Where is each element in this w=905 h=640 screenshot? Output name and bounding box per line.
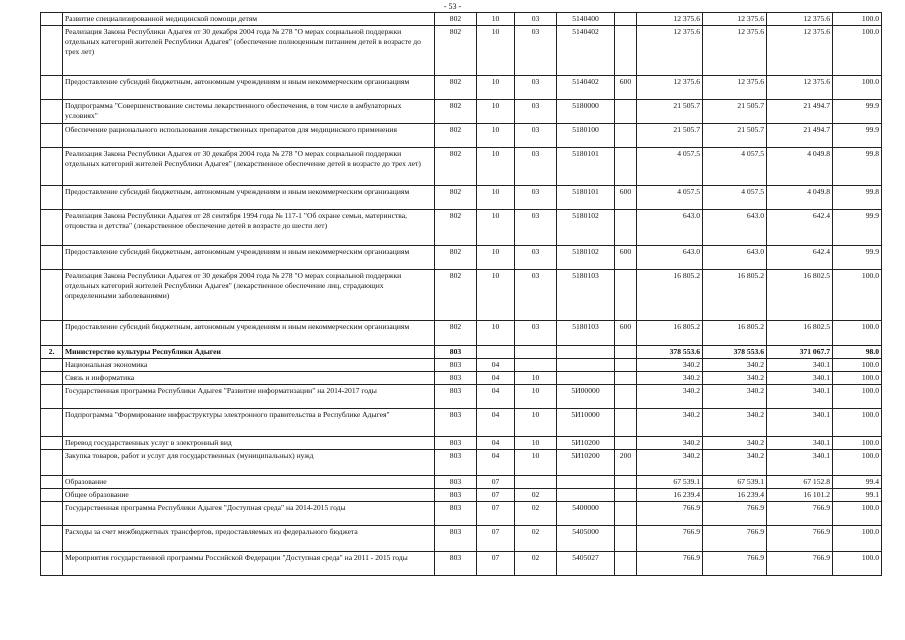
plan-amount: 12 375.6 (637, 76, 703, 100)
table-row (41, 476, 882, 489)
section-code: 10 (477, 270, 515, 321)
table-row (41, 321, 882, 346)
row-name: Министерство культуры Республики Адыгеи (63, 346, 435, 359)
department-code: 802 (435, 100, 477, 124)
executed-amount: 766.9 (767, 526, 833, 552)
approved-amount: 766.9 (703, 502, 767, 526)
row-name: Подпрограмма "Формирование инфраструктуры электронного правительства в Республике Адыгея" (63, 409, 435, 437)
executed-amount: 340.1 (767, 437, 833, 450)
table-row (41, 270, 882, 321)
row-name: Подпрограмма "Совершенствование системы лекарственного обеспечения, в том числе в амбулаторных условиях" (63, 100, 435, 124)
execution-percent: 100.0 (833, 385, 882, 409)
approved-amount: 340.2 (703, 450, 767, 476)
section-code: 04 (477, 437, 515, 450)
executed-amount: 4 049.8 (767, 148, 833, 186)
execution-percent: 100.0 (833, 450, 882, 476)
subsection-code: 03 (515, 148, 557, 186)
executed-amount: 340.1 (767, 409, 833, 437)
section-code: 07 (477, 502, 515, 526)
subsection-code: 02 (515, 502, 557, 526)
target-article-code: 5180102 (557, 246, 615, 270)
execution-percent: 100.0 (833, 270, 882, 321)
subsection-code: 03 (515, 321, 557, 346)
executed-amount: 16 802.5 (767, 270, 833, 321)
table-row (41, 346, 882, 359)
plan-amount: 340.2 (637, 409, 703, 437)
department-code: 802 (435, 148, 477, 186)
executed-amount: 12 375.6 (767, 26, 833, 76)
execution-percent: 100.0 (833, 552, 882, 576)
department-code: 802 (435, 186, 477, 210)
department-code: 802 (435, 13, 477, 26)
table-row (41, 552, 882, 576)
executed-amount: 340.1 (767, 450, 833, 476)
target-article-code: 5И00000 (557, 385, 615, 409)
expense-type-code (615, 372, 637, 385)
table-row (41, 489, 882, 502)
subsection-code: 03 (515, 76, 557, 100)
row-number (41, 489, 63, 502)
expense-type-code (615, 437, 637, 450)
expense-type-code: 600 (615, 246, 637, 270)
subsection-code: 10 (515, 385, 557, 409)
row-name: Перевод государственных услуг в электронный вид (63, 437, 435, 450)
department-code: 803 (435, 450, 477, 476)
subsection-code: 03 (515, 26, 557, 76)
execution-percent: 100.0 (833, 502, 882, 526)
execution-percent: 100.0 (833, 359, 882, 372)
section-code: 10 (477, 321, 515, 346)
department-code: 803 (435, 346, 477, 359)
expense-type-code (615, 476, 637, 489)
expense-type-code (615, 409, 637, 437)
execution-percent: 99.4 (833, 476, 882, 489)
expense-type-code (615, 489, 637, 502)
row-name: Реализация Закона Республики Адыгея от 30 декабря 2004 года № 278 "О мерах социальной поддержки отдельных категорий жителей Республики Адыгея" (лекарственное обеспечение детей в возрасте до трех лет) (63, 148, 435, 186)
section-code: 04 (477, 450, 515, 476)
expense-type-code (615, 552, 637, 576)
approved-amount: 340.2 (703, 437, 767, 450)
plan-amount: 21 505.7 (637, 100, 703, 124)
executed-amount: 642.4 (767, 210, 833, 246)
table-row (41, 450, 882, 476)
target-article-code: 5180100 (557, 124, 615, 148)
expense-type-code (615, 148, 637, 186)
approved-amount: 12 375.6 (703, 76, 767, 100)
expense-type-code: 200 (615, 450, 637, 476)
execution-percent: 99.9 (833, 100, 882, 124)
expense-type-code (615, 124, 637, 148)
approved-amount: 340.2 (703, 409, 767, 437)
row-number (41, 552, 63, 576)
table-row (41, 359, 882, 372)
approved-amount: 21 505.7 (703, 124, 767, 148)
plan-amount: 16 239.4 (637, 489, 703, 502)
target-article-code (557, 476, 615, 489)
row-name: Мероприятия государственной программы Российской Федерации "Доступная среда" на 2011 - 2015 годы (63, 552, 435, 576)
target-article-code: 5180000 (557, 100, 615, 124)
approved-amount: 16 239.4 (703, 489, 767, 502)
subsection-code: 10 (515, 437, 557, 450)
execution-percent: 98.0 (833, 346, 882, 359)
row-number (41, 372, 63, 385)
executed-amount: 67 152.8 (767, 476, 833, 489)
executed-amount: 340.1 (767, 359, 833, 372)
department-code: 803 (435, 476, 477, 489)
execution-percent: 100.0 (833, 409, 882, 437)
expense-type-code (615, 359, 637, 372)
row-number (41, 100, 63, 124)
plan-amount: 16 805.2 (637, 270, 703, 321)
department-code: 803 (435, 489, 477, 502)
approved-amount: 340.2 (703, 372, 767, 385)
execution-percent: 99.8 (833, 186, 882, 210)
department-code: 803 (435, 359, 477, 372)
row-number (41, 13, 63, 26)
target-article-code (557, 346, 615, 359)
table-row (41, 210, 882, 246)
section-code: 07 (477, 552, 515, 576)
target-article-code: 5405000 (557, 526, 615, 552)
subsection-code: 02 (515, 489, 557, 502)
row-name: Государственная программа Республики Адыгея "Доступная среда" на 2014-2015 годы (63, 502, 435, 526)
approved-amount: 340.2 (703, 359, 767, 372)
budget-table-body (41, 13, 882, 576)
execution-percent: 100.0 (833, 372, 882, 385)
expense-type-code (615, 210, 637, 246)
approved-amount: 766.9 (703, 526, 767, 552)
executed-amount: 16 101.2 (767, 489, 833, 502)
plan-amount: 340.2 (637, 372, 703, 385)
section-code: 10 (477, 26, 515, 76)
row-name: Предоставление субсидий бюджетным, автономным учреждениям и иным некоммерческим организациям (63, 321, 435, 346)
plan-amount: 340.2 (637, 359, 703, 372)
plan-amount: 766.9 (637, 526, 703, 552)
expense-type-code: 600 (615, 76, 637, 100)
execution-percent: 100.0 (833, 437, 882, 450)
department-code: 802 (435, 321, 477, 346)
execution-percent: 99.8 (833, 148, 882, 186)
approved-amount: 67 539.1 (703, 476, 767, 489)
target-article-code: 5180101 (557, 148, 615, 186)
subsection-code: 10 (515, 450, 557, 476)
row-name: Расходы за счет межбюджетных трансфертов, предоставляемых из федерального бюджета (63, 526, 435, 552)
table-row (41, 100, 882, 124)
subsection-code: 02 (515, 552, 557, 576)
target-article-code: 5И10200 (557, 437, 615, 450)
executed-amount: 340.1 (767, 385, 833, 409)
execution-percent: 99.9 (833, 246, 882, 270)
department-code: 803 (435, 552, 477, 576)
row-number (41, 321, 63, 346)
approved-amount: 16 805.2 (703, 321, 767, 346)
section-code: 10 (477, 124, 515, 148)
target-article-code: 5180103 (557, 270, 615, 321)
section-code: 10 (477, 13, 515, 26)
section-code: 10 (477, 210, 515, 246)
approved-amount: 12 375.6 (703, 26, 767, 76)
row-number (41, 26, 63, 76)
row-name: Предоставление субсидий бюджетным, автономным учреждениям и иным некоммерческим организациям (63, 246, 435, 270)
executed-amount: 766.9 (767, 502, 833, 526)
target-article-code (557, 359, 615, 372)
row-number (41, 76, 63, 100)
row-number (41, 437, 63, 450)
expense-type-code (615, 346, 637, 359)
row-name: Реализация Закона Республики Адыгея от 30 декабря 2004 года № 278 "О мерах социальной поддержки отдельных категорий жителей Республики Адыгея" (обеспечение полноценным питанием детей в возрасте до трех лет) (63, 26, 435, 76)
plan-amount: 67 539.1 (637, 476, 703, 489)
executed-amount: 340.1 (767, 372, 833, 385)
row-name: Предоставление субсидий бюджетным, автономным учреждениям и иным некоммерческим организациям (63, 76, 435, 100)
executed-amount: 12 375.6 (767, 76, 833, 100)
department-code: 802 (435, 210, 477, 246)
approved-amount: 4 057.5 (703, 148, 767, 186)
executed-amount: 766.9 (767, 552, 833, 576)
execution-percent: 100.0 (833, 76, 882, 100)
row-number: 2. (41, 346, 63, 359)
department-code: 802 (435, 124, 477, 148)
expense-type-code (615, 13, 637, 26)
approved-amount: 643.0 (703, 246, 767, 270)
department-code: 803 (435, 409, 477, 437)
approved-amount: 12 375.6 (703, 13, 767, 26)
expense-type-code: 600 (615, 186, 637, 210)
target-article-code: 5140402 (557, 76, 615, 100)
row-number (41, 148, 63, 186)
target-article-code: 5180103 (557, 321, 615, 346)
target-article-code: 5И10000 (557, 409, 615, 437)
section-code: 04 (477, 359, 515, 372)
row-name: Связь и информатика (63, 372, 435, 385)
row-name: Реализация Закона Республики Адыгея от 28 сентября 1994 года № 117-1 "Об охране семьи, материнства, отцовства и детства" (лекарственное обеспечение детей в возрасте до шести лет) (63, 210, 435, 246)
executed-amount: 371 067.7 (767, 346, 833, 359)
subsection-code: 03 (515, 186, 557, 210)
plan-amount: 12 375.6 (637, 26, 703, 76)
table-row (41, 186, 882, 210)
subsection-code: 10 (515, 372, 557, 385)
plan-amount: 766.9 (637, 502, 703, 526)
subsection-code: 03 (515, 246, 557, 270)
expense-type-code (615, 26, 637, 76)
subsection-code (515, 346, 557, 359)
execution-percent: 100.0 (833, 321, 882, 346)
executed-amount: 12 375.6 (767, 13, 833, 26)
target-article-code: 5180102 (557, 210, 615, 246)
row-name: Обеспечение рационального использования лекарственных препаратов для медицинского применения (63, 124, 435, 148)
row-number (41, 270, 63, 321)
department-code: 803 (435, 502, 477, 526)
subsection-code: 03 (515, 210, 557, 246)
section-code: 07 (477, 526, 515, 552)
row-number (41, 186, 63, 210)
approved-amount: 378 553.6 (703, 346, 767, 359)
row-number (41, 246, 63, 270)
plan-amount: 643.0 (637, 210, 703, 246)
table-row (41, 409, 882, 437)
row-name: Предоставление субсидий бюджетным, автономным учреждениям и иным некоммерческим организациям (63, 186, 435, 210)
plan-amount: 21 505.7 (637, 124, 703, 148)
executed-amount: 21 494.7 (767, 124, 833, 148)
row-number (41, 385, 63, 409)
expense-type-code (615, 100, 637, 124)
department-code: 803 (435, 385, 477, 409)
execution-percent: 100.0 (833, 13, 882, 26)
plan-amount: 4 057.5 (637, 186, 703, 210)
section-code: 10 (477, 76, 515, 100)
plan-amount: 340.2 (637, 450, 703, 476)
section-code: 10 (477, 246, 515, 270)
row-name: Реализация Закона Республики Адыгея от 30 декабря 2004 года № 278 "О мерах социальной поддержки отдельных категорий жителей Республики Адыгея" (лекарственное обеспечение лиц, страдающих определенными заболеваниями) (63, 270, 435, 321)
table-row (41, 124, 882, 148)
executed-amount: 4 049.8 (767, 186, 833, 210)
subsection-code: 03 (515, 100, 557, 124)
plan-amount: 643.0 (637, 246, 703, 270)
table-row (41, 372, 882, 385)
expense-type-code (615, 270, 637, 321)
target-article-code: 5180101 (557, 186, 615, 210)
section-code: 04 (477, 372, 515, 385)
target-article-code (557, 372, 615, 385)
subsection-code (515, 359, 557, 372)
approved-amount: 21 505.7 (703, 100, 767, 124)
target-article-code: 5405027 (557, 552, 615, 576)
department-code: 803 (435, 437, 477, 450)
subsection-code: 03 (515, 270, 557, 321)
subsection-code: 02 (515, 526, 557, 552)
row-number (41, 409, 63, 437)
row-name: Общее образование (63, 489, 435, 502)
section-code (477, 346, 515, 359)
department-code: 802 (435, 26, 477, 76)
subsection-code: 03 (515, 124, 557, 148)
department-code: 802 (435, 246, 477, 270)
row-name: Государственная программа Республики Адыгея "Развитие информатизации" на 2014-2017 годы (63, 385, 435, 409)
table-row (41, 13, 882, 26)
table-row (41, 76, 882, 100)
table-row (41, 148, 882, 186)
subsection-code: 10 (515, 409, 557, 437)
approved-amount: 766.9 (703, 552, 767, 576)
section-code: 10 (477, 148, 515, 186)
budget-table (40, 12, 882, 576)
subsection-code (515, 476, 557, 489)
department-code: 802 (435, 76, 477, 100)
table-row (41, 502, 882, 526)
section-code: 04 (477, 409, 515, 437)
page-number: - 53 - (443, 2, 462, 11)
row-name: Закупка товаров, работ и услуг для государственных (муниципальных) нужд (63, 450, 435, 476)
plan-amount: 340.2 (637, 437, 703, 450)
section-code: 10 (477, 186, 515, 210)
plan-amount: 16 805.2 (637, 321, 703, 346)
plan-amount: 4 057.5 (637, 148, 703, 186)
target-article-code: 5И10200 (557, 450, 615, 476)
approved-amount: 340.2 (703, 385, 767, 409)
execution-percent: 99.9 (833, 124, 882, 148)
target-article-code: 5140402 (557, 26, 615, 76)
execution-percent: 100.0 (833, 526, 882, 552)
plan-amount: 340.2 (637, 385, 703, 409)
department-code: 802 (435, 270, 477, 321)
row-number (41, 210, 63, 246)
target-article-code: 5140400 (557, 13, 615, 26)
executed-amount: 16 802.5 (767, 321, 833, 346)
expense-type-code (615, 526, 637, 552)
plan-amount: 766.9 (637, 552, 703, 576)
execution-percent: 100.0 (833, 26, 882, 76)
row-number (41, 359, 63, 372)
row-name: Развитие специализированной медицинской помощи детям (63, 13, 435, 26)
section-code: 07 (477, 489, 515, 502)
plan-amount: 378 553.6 (637, 346, 703, 359)
table-row (41, 385, 882, 409)
row-number (41, 526, 63, 552)
department-code: 803 (435, 372, 477, 385)
execution-percent: 99.9 (833, 210, 882, 246)
table-row (41, 26, 882, 76)
department-code: 803 (435, 526, 477, 552)
row-name: Национальная экономика (63, 359, 435, 372)
row-number (41, 476, 63, 489)
row-name: Образование (63, 476, 435, 489)
table-row (41, 246, 882, 270)
section-code: 07 (477, 476, 515, 489)
approved-amount: 16 805.2 (703, 270, 767, 321)
approved-amount: 4 057.5 (703, 186, 767, 210)
subsection-code: 03 (515, 13, 557, 26)
row-number (41, 124, 63, 148)
executed-amount: 21 494.7 (767, 100, 833, 124)
table-row (41, 526, 882, 552)
executed-amount: 642.4 (767, 246, 833, 270)
expense-type-code (615, 502, 637, 526)
row-number (41, 450, 63, 476)
plan-amount: 12 375.6 (637, 13, 703, 26)
target-article-code: 5400000 (557, 502, 615, 526)
row-number (41, 502, 63, 526)
table-row (41, 437, 882, 450)
execution-percent: 99.1 (833, 489, 882, 502)
section-code: 04 (477, 385, 515, 409)
target-article-code (557, 489, 615, 502)
expense-type-code (615, 385, 637, 409)
approved-amount: 643.0 (703, 210, 767, 246)
expense-type-code: 600 (615, 321, 637, 346)
section-code: 10 (477, 100, 515, 124)
